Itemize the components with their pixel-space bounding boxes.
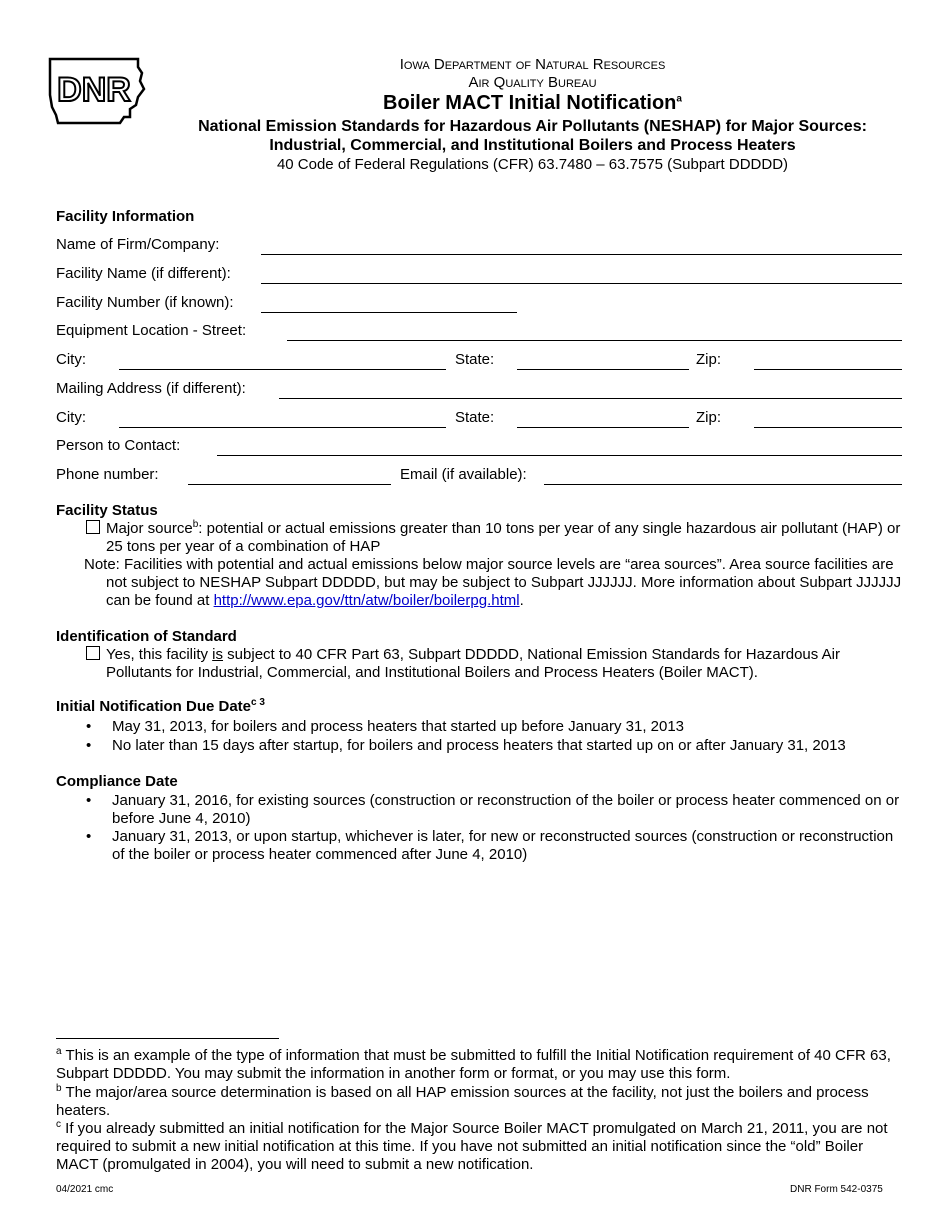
revision-date: 04/2021 cmc <box>56 1184 114 1195</box>
zip-label: Zip: <box>696 351 722 368</box>
contact-label: Person to Contact: <box>56 437 181 454</box>
list-item-bullet: • <box>86 792 92 809</box>
mailing-city-label: City: <box>56 409 86 426</box>
list-item-bullet: • <box>86 737 92 754</box>
subject-checkbox[interactable] <box>86 646 100 660</box>
facility-info-heading: Facility Information <box>56 208 195 225</box>
dnr-logo <box>46 55 146 125</box>
mailing-city-input[interactable] <box>119 427 446 428</box>
form-number: DNR Form 542-0375 <box>790 1184 883 1195</box>
facility-number-label: Facility Number (if known): <box>56 294 234 311</box>
subtitle-line-1: National Emission Standards for Hazardous Air Pollutants (NESHAP) for Major Sources: <box>198 118 867 135</box>
footnote-a: $^a$ This is an example of the type of information that must be submitted to fulfill the Initial Notification requirement of 40 CFR 63, Subpart DDDDD. You may submit the information in another form or format, or you may use this form. <box>56 1046 891 1082</box>
facility-status-heading: Facility Status <box>56 502 158 519</box>
mailing-input[interactable] <box>279 398 902 399</box>
page-title: Boiler MACT Initial Notification$^a$ <box>383 92 682 114</box>
facility-number-input[interactable] <box>261 312 517 313</box>
state-label: State: <box>455 351 495 368</box>
zip-input[interactable] <box>754 369 902 370</box>
due-date-item-1: May 31, 2013, for boilers and process heaters that started up before January 31, 2013 <box>112 718 685 735</box>
list-item-bullet: • <box>86 828 92 845</box>
due-date-item-2: No later than 15 days after startup, for boilers and process heaters that started up on or after January 31, 2013 <box>112 737 846 754</box>
contact-input[interactable] <box>217 455 902 456</box>
epa-boiler-link[interactable]: http://www.epa.gov/ttn/atw/boiler/boilerpg.html <box>213 592 520 609</box>
phone-input[interactable] <box>188 484 391 485</box>
firm-label: Name of Firm/Company: <box>56 236 220 253</box>
mailing-zip-input[interactable] <box>754 427 902 428</box>
dept-name: Iowa Department of Natural Resources <box>399 56 666 73</box>
firm-input[interactable] <box>261 254 902 255</box>
subtitle-line-2: Industrial, Commercial, and Institutional Boilers and Process Heaters <box>269 137 796 154</box>
mailing-state-input[interactable] <box>517 427 689 428</box>
cfr-citation: 40 Code of Federal Regulations (CFR) 63.7480 – 63.7575 (Subpart DDDDD) <box>276 156 789 173</box>
facility-name-label: Facility Name (if different): <box>56 265 231 282</box>
location-input[interactable] <box>287 340 902 341</box>
logo-text: DNR <box>57 71 131 109</box>
compliance-item-2: January 31, 2013, or upon startup, whichever is later, for new or reconstructed sources (construction or reconstruction of the boiler or process heater commenced after June 4, 2010) <box>112 828 894 863</box>
city-input[interactable] <box>119 369 446 370</box>
email-label: Email (if available): <box>400 466 527 483</box>
email-input[interactable] <box>544 484 902 485</box>
footnote-b: $^b$ The major/area source determination is based on all HAP emission sources at the facility, not just the boilers and process heaters. <box>56 1083 869 1119</box>
iowa-state-outline-icon <box>46 55 146 125</box>
footnote-divider <box>56 1038 279 1039</box>
identification-heading: Identification of Standard <box>56 628 237 645</box>
phone-label: Phone number: <box>56 466 159 483</box>
bureau-name: Air Quality Bureau <box>468 74 597 91</box>
compliance-item-1: January 31, 2016, for existing sources (construction or reconstruction of the boiler or process heater commenced on or before June 4, 2010) <box>112 792 900 827</box>
area-source-note: Note: Facilities with potential and actual emissions below major source levels are “area sources”. Area source facilities are not subject to NESHAP Subpart DDDDD, but may be subject to Subpart JJJJJJ. More information about Subpart JJJJJJ can be found at http://www.epa.gov/ttn/atw/boiler/boilerpg.html. <box>84 556 902 609</box>
subject-option: Yes, this facility is subject to 40 CFR Part 63, Subpart DDDDD, National Emission Standards for Hazardous Air Pollutants for Industrial, Commercial, and Institutional Boilers and Process Heaters (Boiler MACT). <box>86 646 906 682</box>
mailing-state-label: State: <box>455 409 495 426</box>
mailing-zip-label: Zip: <box>696 409 722 426</box>
list-item-bullet: • <box>86 718 92 735</box>
major-source-checkbox[interactable] <box>86 520 100 534</box>
major-source-option: Major source$^b$: potential or actual emissions greater than 10 tons per year of any single hazardous air pollutant (HAP) or 25 tons per year of a combination of HAP <box>86 520 906 556</box>
compliance-heading: Compliance Date <box>56 773 178 790</box>
facility-name-input[interactable] <box>261 283 902 284</box>
footnote-c: $^c$ If you already submitted an initial notification for the Major Source Boiler MACT promulgated on March 21, 2011, you are not required to submit a new initial notification at this time. If you have not submitted an initial notification since the “old” Boiler MACT (promulgated in 2004), you will need to submit a new notification. <box>56 1119 888 1173</box>
mailing-label: Mailing Address (if different): <box>56 380 246 397</box>
city-label: City: <box>56 351 86 368</box>
state-input[interactable] <box>517 369 689 370</box>
due-date-heading: Initial Notification Due Date$^{c 3}$ <box>56 697 265 715</box>
location-label: Equipment Location - Street: <box>56 322 247 339</box>
